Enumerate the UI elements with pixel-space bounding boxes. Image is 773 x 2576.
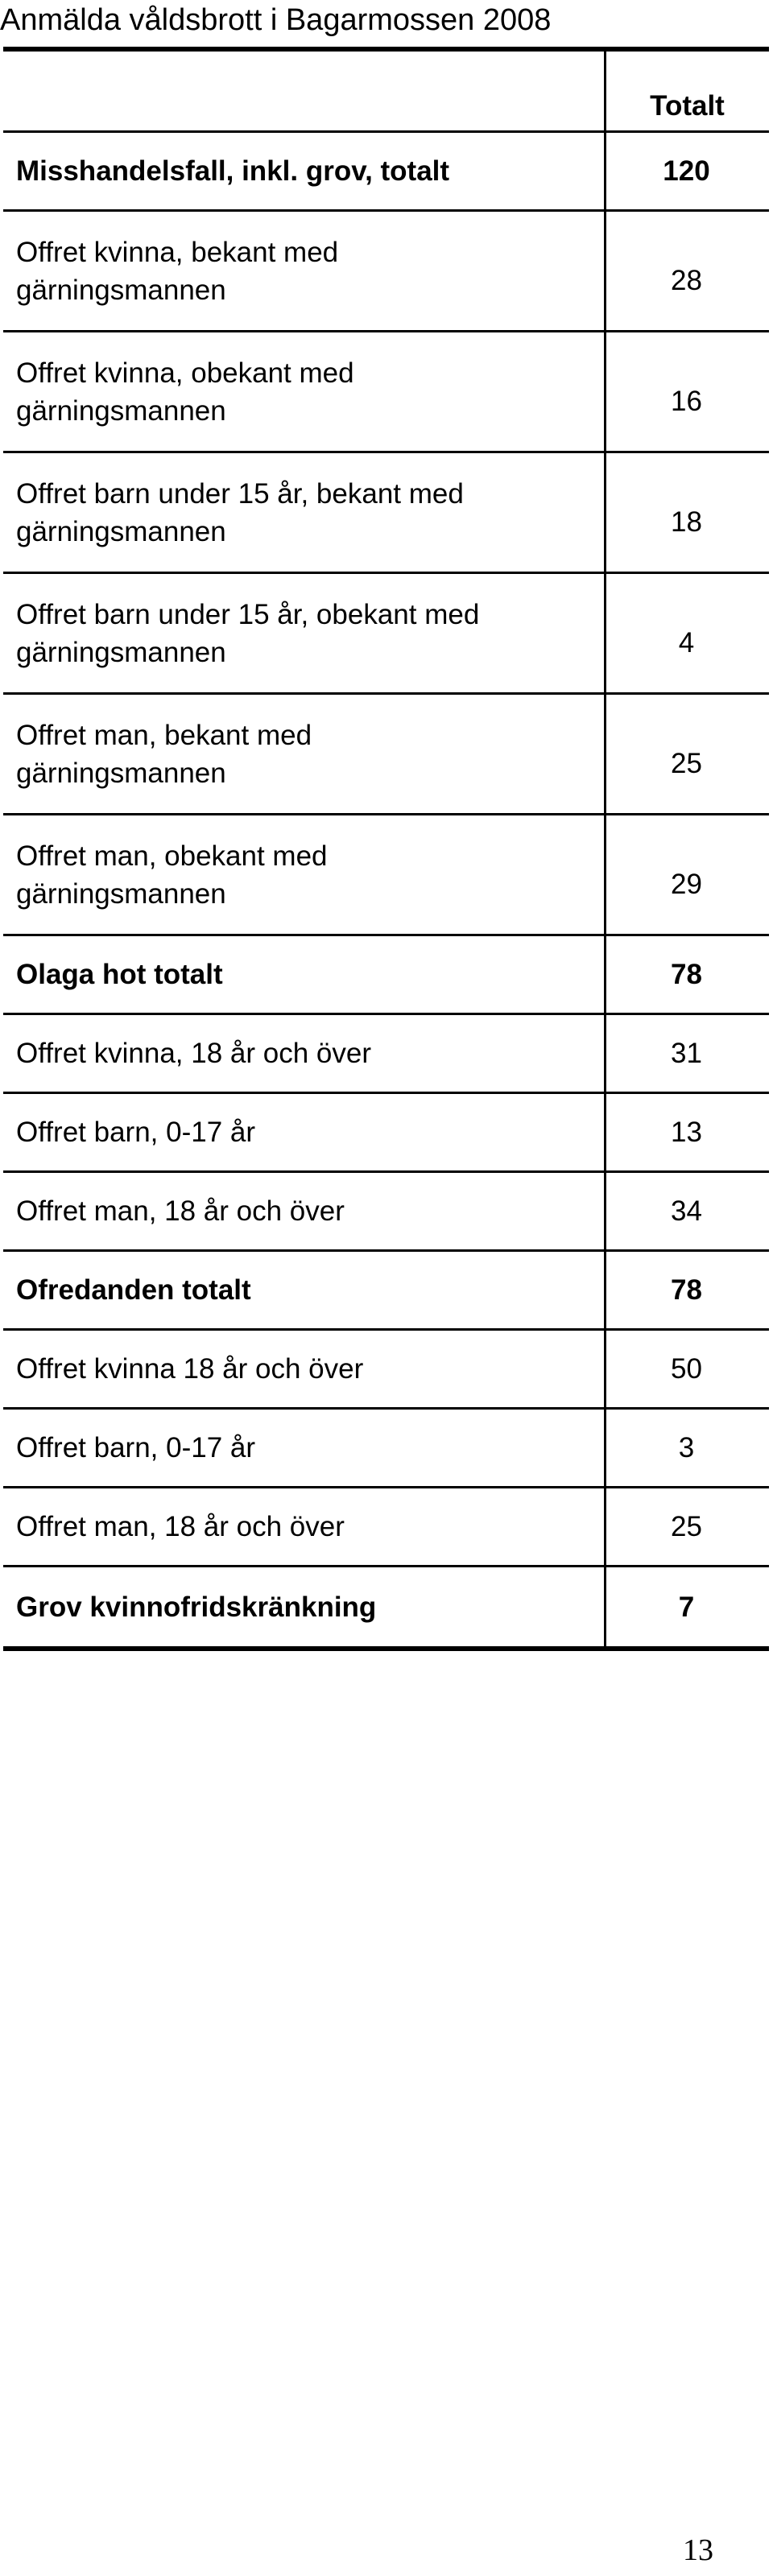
row-label: Offret kvinna, bekant med gärningsmannen [16,236,339,306]
table-row [3,1567,769,1646]
table-row [3,1331,769,1410]
row-label: Offret barn, 0-17 år [16,1432,256,1463]
row-label: Offret kvinna, obekant med gärningsmannen [16,357,354,427]
table-row [3,1094,769,1173]
row-label: Olaga hot totalt [16,959,223,990]
row-label: Grov kvinnofridskränkning [16,1591,377,1623]
table-row [3,133,769,212]
row-label: Offret barn under 15 år, bekant med gärningsmannen [16,477,464,547]
row-label: Offret man, 18 år och över [16,1511,345,1542]
row-value: 120 [663,155,710,187]
row-value: 34 [671,1195,702,1227]
row-label: Ofredanden totalt [16,1274,251,1306]
row-value: 3 [678,1432,695,1463]
table-row [3,1488,769,1567]
row-value: 16 [671,386,702,417]
table-row [3,574,769,695]
column-header-totalt: Totalt [650,90,725,122]
row-label: Misshandelsfall, inkl. grov, totalt [16,155,450,187]
table-row [3,936,769,1015]
table-row [3,1015,769,1094]
table-row [3,815,769,936]
row-value: 13 [671,1117,702,1148]
row-value: 50 [671,1353,702,1385]
row-value: 28 [671,265,702,296]
table-row [3,1173,769,1252]
row-value: 29 [671,869,702,900]
page-title: Anmälda våldsbrott i Bagarmossen 2008 [0,3,552,37]
row-value: 4 [678,627,695,658]
table-row [3,695,769,815]
table-row [3,332,769,453]
row-label: Offret man, obekant med gärningsmannen [16,840,328,910]
row-label: Offret barn under 15 år, obekant med gärningsmannen [16,598,480,668]
row-value: 7 [678,1591,695,1623]
row-value: 25 [671,748,702,779]
row-value: 78 [671,1274,702,1306]
table-header [3,52,769,133]
column-divider [604,52,606,1646]
table-row [3,1252,769,1331]
row-label: Offret barn, 0-17 år [16,1117,256,1148]
table-row [3,453,769,574]
table-row [3,212,769,332]
row-value: 25 [671,1511,702,1542]
row-value: 18 [671,506,702,538]
table-row [3,1410,769,1488]
row-value: 78 [671,959,702,990]
row-label: Offret man, 18 år och över [16,1195,345,1227]
row-value: 31 [671,1038,702,1069]
row-label: Offret man, bekant med gärningsmannen [16,719,312,789]
page-number: 13 [683,2533,713,2567]
row-label: Offret kvinna, 18 år och över [16,1038,371,1069]
statistics-table [3,47,769,1651]
row-label: Offret kvinna 18 år och över [16,1353,364,1385]
